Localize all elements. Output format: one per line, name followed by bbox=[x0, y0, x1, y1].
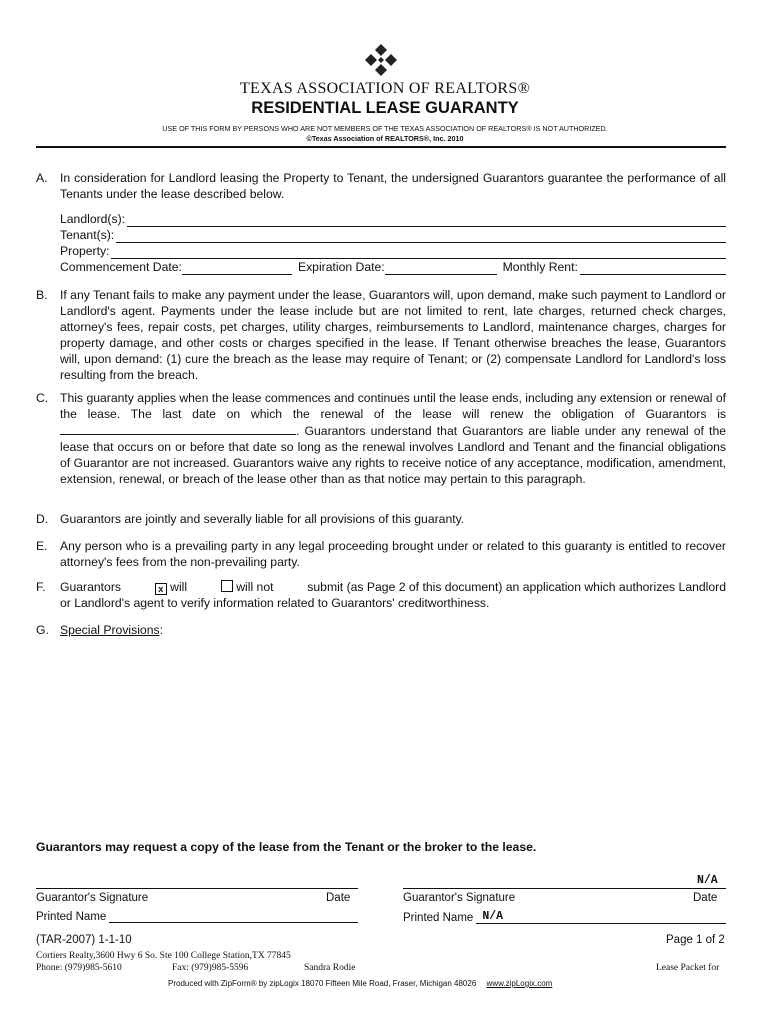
section-b bbox=[36, 287, 726, 383]
right-signature-value: N/A bbox=[697, 874, 718, 887]
left-signature-line[interactable] bbox=[36, 888, 358, 889]
section-c-label: C. bbox=[36, 391, 49, 405]
right-printed-name-label: Printed Name bbox=[403, 912, 474, 924]
section-f-text-2: or Landlord's agent to verify information related to Guarantors' creditworthiness. bbox=[60, 596, 490, 610]
commencement-label: Commencement Date: bbox=[60, 260, 182, 274]
special-provisions-area[interactable] bbox=[60, 642, 726, 822]
broker-fax: Fax: (979)985-5596 bbox=[172, 963, 249, 973]
tenant-label: Tenant(s): bbox=[60, 228, 115, 242]
broker-address: Cortiers Realty,3600 Hwy 6 So. Ste 100 College Station,TX 77845 bbox=[36, 951, 291, 961]
organization-name: TEXAS ASSOCIATION OF REALTORS® bbox=[239, 80, 531, 97]
section-d bbox=[36, 511, 726, 527]
dates-rent-row bbox=[60, 259, 726, 275]
ziplogix-link[interactable]: www.zipLogix.com bbox=[486, 979, 553, 988]
section-g-label: G. bbox=[36, 623, 49, 637]
section-a bbox=[36, 170, 726, 202]
form-id: (TAR-2007) 1-1-10 bbox=[36, 934, 132, 946]
guarantors-word: Guarantors bbox=[60, 580, 121, 594]
left-signature-label: Guarantor's Signature bbox=[36, 892, 149, 904]
section-d-text: Guarantors are jointly and severally liable for all provisions of this guaranty. bbox=[60, 512, 465, 526]
section-c bbox=[36, 390, 726, 502]
section-f bbox=[36, 579, 726, 611]
broker-phone: Phone: (979)985-5610 bbox=[36, 963, 122, 973]
lease-packet-label: Lease Packet for bbox=[656, 963, 720, 973]
agent-name: Sandra Rodie bbox=[304, 963, 356, 973]
left-printed-name-line[interactable] bbox=[109, 910, 358, 923]
landlord-input-line[interactable] bbox=[127, 214, 726, 227]
special-provisions-colon: : bbox=[159, 623, 163, 637]
header-divider bbox=[36, 146, 726, 148]
tenant-field[interactable] bbox=[60, 227, 726, 243]
landlord-field[interactable] bbox=[60, 211, 726, 227]
section-f-text-1: submit (as Page 2 of this document) an application which authorizes Landlord bbox=[307, 580, 726, 594]
section-b-text: If any Tenant fails to make any payment under the lease, Guarantors will, upon demand, make such payment to Landlord or Landlord's agent. Payments under the lease include but are not limited to rent, late charges, returned check charges, attorney's fees, repair costs, pet charges, utility charges, reimbursements to Landlord, maintenance charges, charges for property damage, and other costs or charges specified in the lease. If Tenant otherwise breaches the lease, Guarantors will, upon demand: (1) cure the breach as the lease may require of Tenant; or (2) compensate Landlord for Landlord's loss resulting from the breach. bbox=[60, 288, 726, 382]
copyright-notice: ©Texas Association of REALTORS®, Inc. 2010 bbox=[306, 134, 464, 143]
section-c-text-1: This guaranty applies when the lease commences and continues until the lease ends, including any extension or renewal of the lease. The last date on which the renewal of the lease will renew the obligation of Guarantors is bbox=[60, 391, 726, 421]
landlord-label: Landlord(s): bbox=[60, 212, 126, 226]
tenant-input-line[interactable] bbox=[116, 230, 726, 243]
produced-with-text: Produced with ZipForm® by zipLogix 18070 Fifteen Mile Road, Fraser, Michigan 48026 bbox=[168, 979, 477, 988]
usage-notice: USE OF THIS FORM BY PERSONS WHO ARE NOT MEMBERS OF THE TEXAS ASSOCIATION OF REALTORS® IS NOT AUTHORIZED. bbox=[162, 124, 608, 133]
section-a-text: In consideration for Landlord leasing the Property to Tenant, the undersigned Guarantors guarantee the performance of all Tenants under the lease described below. bbox=[60, 171, 726, 201]
special-provisions-title: Special Provisions bbox=[60, 623, 160, 637]
right-signature-label: Guarantor's Signature bbox=[403, 892, 516, 904]
right-printed-name-field[interactable] bbox=[403, 910, 726, 924]
property-field[interactable] bbox=[60, 243, 726, 259]
property-input-line[interactable] bbox=[111, 246, 726, 259]
left-printed-name-label: Printed Name bbox=[36, 911, 107, 923]
right-signature-line[interactable] bbox=[403, 888, 726, 889]
will-label: will bbox=[170, 580, 188, 594]
section-f-text bbox=[60, 579, 726, 611]
tar-logo-icon bbox=[363, 44, 399, 80]
section-e-label: E. bbox=[36, 539, 48, 553]
section-d-label: D. bbox=[36, 512, 49, 526]
section-g-heading bbox=[60, 622, 726, 638]
renewal-date-input-line[interactable] bbox=[60, 422, 296, 435]
section-g bbox=[36, 622, 726, 638]
request-note: Guarantors may request a copy of the lease from the Tenant or the broker to the lease. bbox=[36, 840, 537, 854]
will-not-checkbox[interactable] bbox=[221, 580, 233, 592]
will-not-label: will not bbox=[236, 580, 274, 594]
page-number: Page 1 of 2 bbox=[666, 934, 725, 946]
produced-with bbox=[168, 979, 552, 988]
section-f-label: F. bbox=[36, 580, 46, 594]
expiration-input-line[interactable] bbox=[385, 262, 497, 275]
section-c-text bbox=[60, 390, 726, 487]
expiration-label: Expiration Date: bbox=[297, 260, 385, 274]
form-title: RESIDENTIAL LEASE GUARANTY bbox=[251, 99, 519, 117]
right-printed-name-value[interactable]: N/A bbox=[476, 910, 726, 924]
property-label: Property: bbox=[60, 244, 110, 258]
section-c-text-2: . Guarantors understand that Guarantors are liable under any renewal of the lease that occurs on or before that date so long as the renewal involves Landlord and Tenant and the financial obligations of Guarantor are not increased. Guarantors waive any rights to receive notice of any acceptance, modification, amendment, extension, renewal, or breach of the lease other than as that notice may pertain to this paragraph. bbox=[60, 424, 726, 486]
left-date-label: Date bbox=[326, 892, 351, 904]
section-e-text: Any person who is a prevailing party in any legal proceeding brought under or related to this guaranty is entitled to recover attorney's fees from the non-prevailing party. bbox=[60, 539, 726, 569]
section-a-label: A. bbox=[36, 171, 48, 185]
rent-input-line[interactable] bbox=[580, 262, 726, 275]
section-b-label: B. bbox=[36, 288, 48, 302]
left-printed-name-field[interactable] bbox=[36, 910, 358, 923]
will-checkbox[interactable]: x bbox=[155, 583, 167, 595]
right-date-label: Date bbox=[693, 892, 718, 904]
section-e bbox=[36, 538, 726, 570]
commencement-input-line[interactable] bbox=[182, 262, 292, 275]
rent-label: Monthly Rent: bbox=[502, 260, 578, 274]
